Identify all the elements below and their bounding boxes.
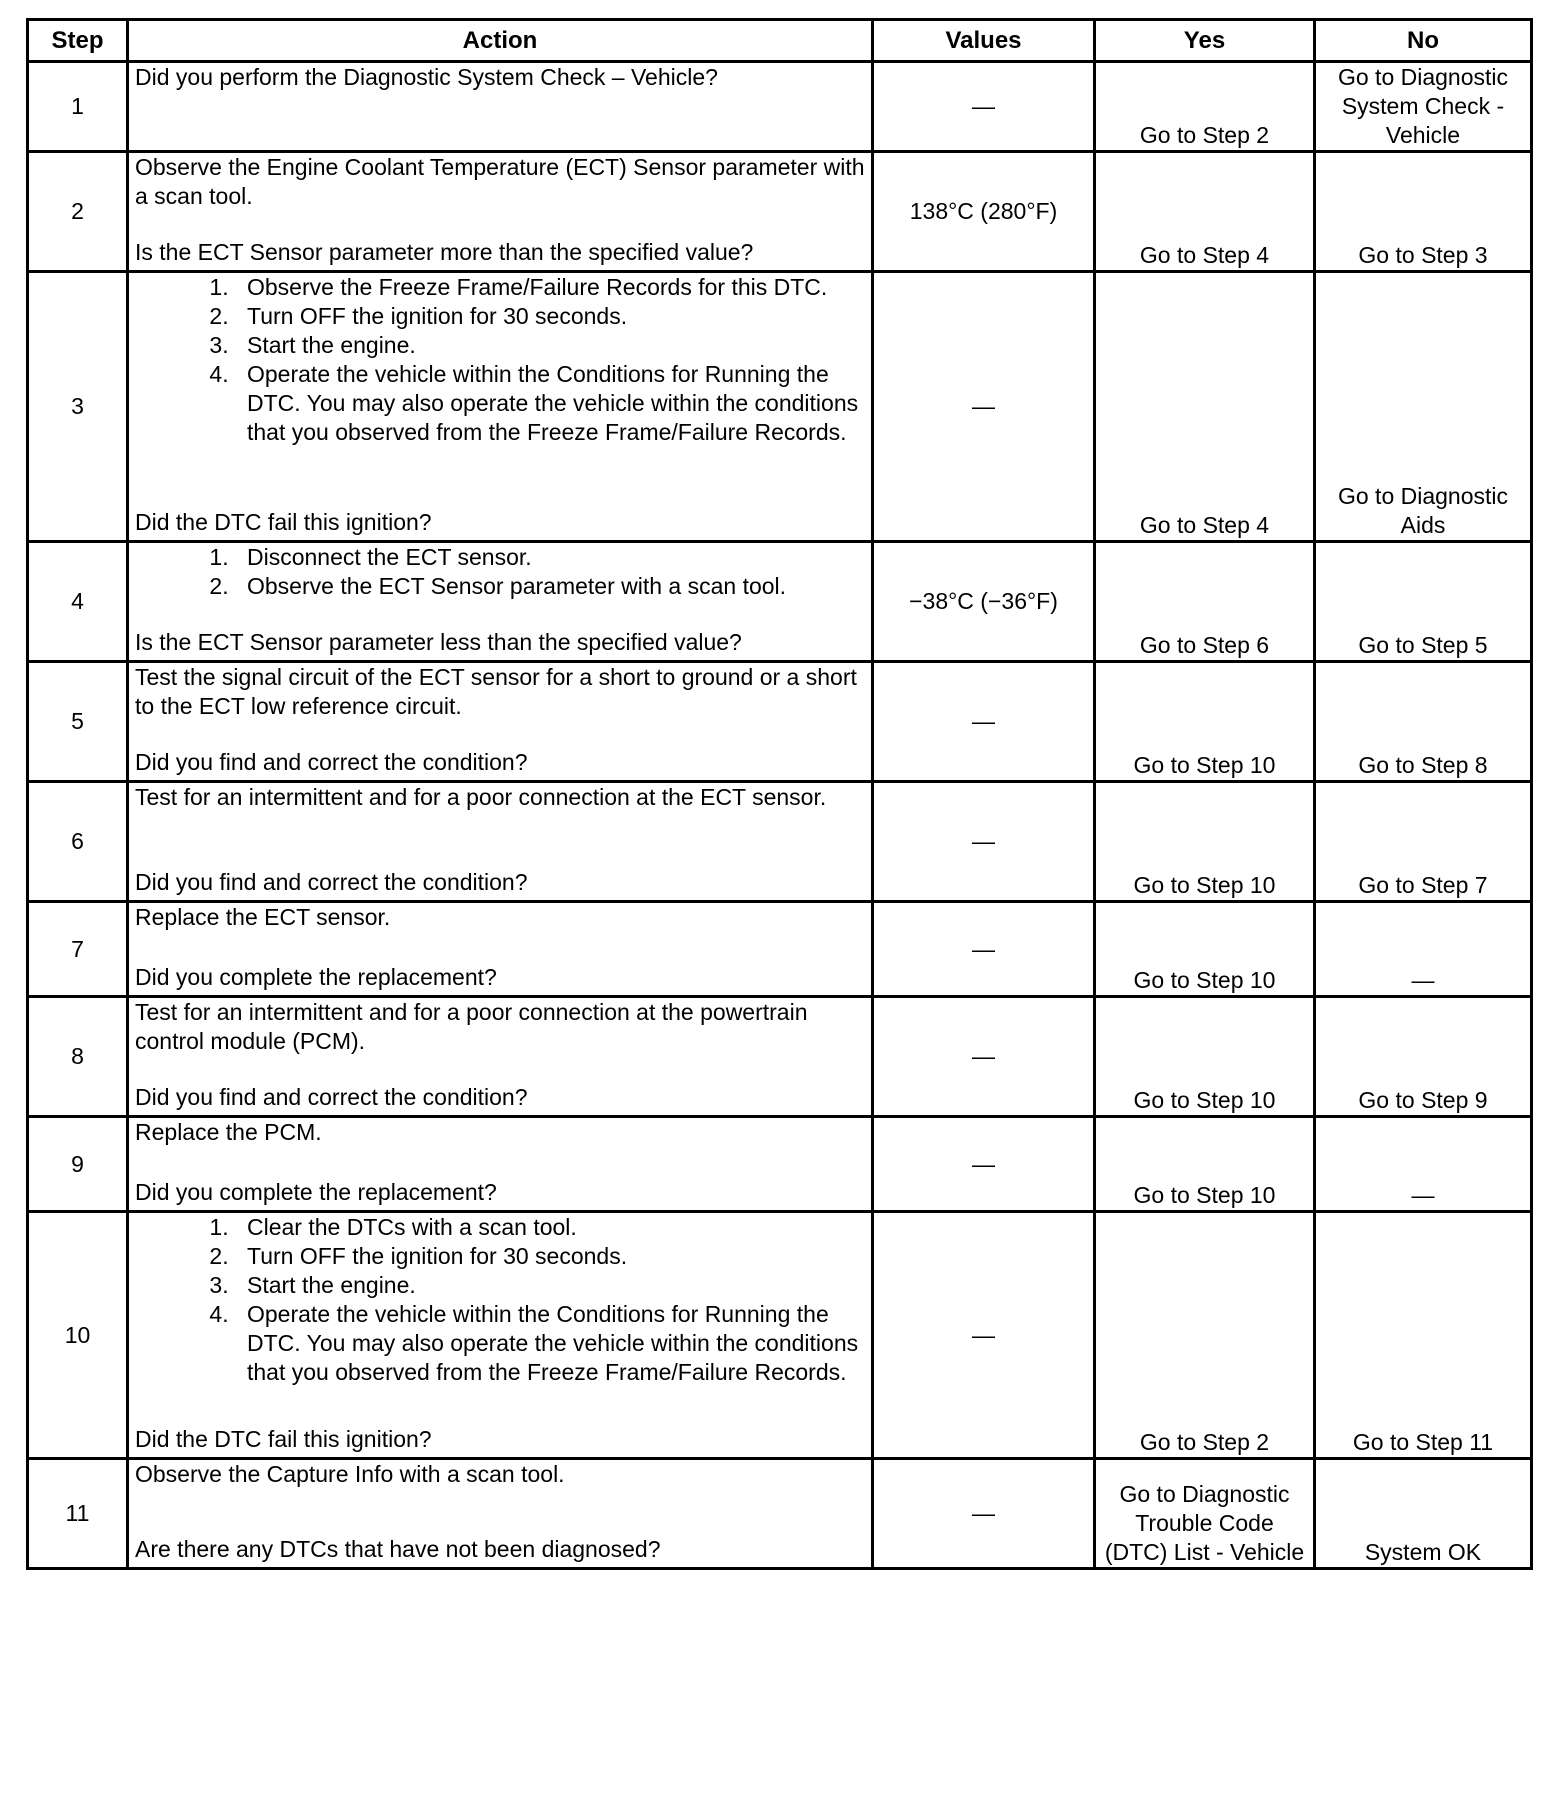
values-cell: −38°C (−36°F) <box>873 542 1095 662</box>
header-yes: Yes <box>1095 20 1315 62</box>
table-row <box>28 272 1532 542</box>
action-body <box>135 1118 865 1178</box>
action-list-item: 3. Start the engine. <box>235 1271 865 1300</box>
table-row <box>28 782 1532 902</box>
action-content <box>135 998 865 1112</box>
action-text: Test for an intermittent and for a poor connection at the ECT sensor. <box>135 784 827 810</box>
yes-cell: Go to Step 4 <box>1095 272 1315 542</box>
no-cell: Go to Step 3 <box>1315 152 1532 272</box>
step-number: 10 <box>28 1212 128 1459</box>
action-question: Did you find and correct the condition? <box>135 869 528 895</box>
step-number: 9 <box>28 1117 128 1212</box>
action-cell <box>128 1459 873 1569</box>
no-cell: Go to Diagnostic Aids <box>1315 272 1532 542</box>
action-cell <box>128 152 873 272</box>
yes-cell: Go to Diagnostic Trouble Code (DTC) List - Vehicle <box>1095 1459 1315 1569</box>
yes-cell: Go to Step 10 <box>1095 997 1315 1117</box>
no-cell: Go to Step 11 <box>1315 1212 1532 1459</box>
diagnostic-table <box>26 18 1533 1570</box>
action-cell <box>128 782 873 902</box>
table-row <box>28 1212 1532 1459</box>
action-body <box>135 1213 865 1425</box>
step-number: 2 <box>28 152 128 272</box>
no-cell: System OK <box>1315 1459 1532 1569</box>
action-text: Replace the PCM. <box>135 1119 322 1145</box>
action-content <box>135 783 865 897</box>
action-cell <box>128 542 873 662</box>
no-cell: — <box>1315 1117 1532 1212</box>
action-cell <box>128 62 873 152</box>
yes-cell: Go to Step 10 <box>1095 902 1315 997</box>
action-text: Observe the Capture Info with a scan tool. <box>135 1461 565 1487</box>
values-cell: 138°C (280°F) <box>873 152 1095 272</box>
values-cell: — <box>873 782 1095 902</box>
table-body <box>28 62 1532 1569</box>
action-content <box>135 1118 865 1207</box>
action-body <box>135 63 865 142</box>
action-body <box>135 153 865 238</box>
step-number: 3 <box>28 272 128 542</box>
action-body <box>135 903 865 963</box>
action-question: Is the ECT Sensor parameter more than the specified value? <box>135 239 754 265</box>
yes-cell: Go to Step 2 <box>1095 62 1315 152</box>
action-body <box>135 783 865 868</box>
yes-cell: Go to Step 6 <box>1095 542 1315 662</box>
step-number: 8 <box>28 997 128 1117</box>
action-question: Did you complete the replacement? <box>135 964 497 990</box>
action-cell <box>128 902 873 997</box>
step-number: 5 <box>28 662 128 782</box>
action-question: Are there any DTCs that have not been diagnosed? <box>135 1536 661 1562</box>
yes-cell: Go to Step 10 <box>1095 1117 1315 1212</box>
values-cell: — <box>873 902 1095 997</box>
no-cell: Go to Step 9 <box>1315 997 1532 1117</box>
action-question: Did the DTC fail this ignition? <box>135 509 432 535</box>
action-list-item: 2. Turn OFF the ignition for 30 seconds. <box>235 1242 865 1271</box>
action-question: Did you find and correct the condition? <box>135 1084 528 1110</box>
header-action: Action <box>128 20 873 62</box>
step-number: 7 <box>28 902 128 997</box>
header-no: No <box>1315 20 1532 62</box>
action-content <box>135 903 865 992</box>
action-text: Did you perform the Diagnostic System Check – Vehicle? <box>135 64 718 90</box>
action-content <box>135 273 865 537</box>
action-list-item: 4. Operate the vehicle within the Conditions for Running the DTC. You may also operate the vehicle within the conditions that you observed from the Freeze Frame/Failure Records. <box>235 1300 865 1387</box>
table-row <box>28 152 1532 272</box>
values-cell: — <box>873 1459 1095 1569</box>
action-question: Did you find and correct the condition? <box>135 749 528 775</box>
action-question: Did the DTC fail this ignition? <box>135 1426 432 1452</box>
action-body <box>135 998 865 1083</box>
header-row <box>28 20 1532 62</box>
table-row <box>28 902 1532 997</box>
step-number: 1 <box>28 62 128 152</box>
action-text: Observe the Engine Coolant Temperature (ECT) Sensor parameter with a scan tool. <box>135 154 865 209</box>
header-values: Values <box>873 20 1095 62</box>
no-cell: Go to Step 7 <box>1315 782 1532 902</box>
action-list-item: 1. Disconnect the ECT sensor. <box>235 543 865 572</box>
action-content <box>135 153 865 267</box>
action-cell <box>128 272 873 542</box>
action-question: Did you complete the replacement? <box>135 1179 497 1205</box>
action-content <box>135 1460 865 1564</box>
action-list <box>135 273 865 447</box>
action-list <box>135 1213 865 1387</box>
action-content <box>135 1213 865 1454</box>
no-cell: Go to Step 5 <box>1315 542 1532 662</box>
header-step: Step <box>28 20 128 62</box>
action-content <box>135 543 865 657</box>
values-cell: — <box>873 62 1095 152</box>
values-cell: — <box>873 1117 1095 1212</box>
action-body <box>135 663 865 748</box>
action-cell <box>128 997 873 1117</box>
table-row <box>28 662 1532 782</box>
step-number: 6 <box>28 782 128 902</box>
action-list-item: 3. Start the engine. <box>235 331 865 360</box>
action-list-item: 2. Turn OFF the ignition for 30 seconds. <box>235 302 865 331</box>
action-list-item: 4. Operate the vehicle within the Conditions for Running the DTC. You may also operate the vehicle within the conditions that you observed from the Freeze Frame/Failure Records. <box>235 360 865 447</box>
action-body <box>135 543 865 628</box>
table-row <box>28 542 1532 662</box>
yes-cell: Go to Step 2 <box>1095 1212 1315 1459</box>
table-row <box>28 997 1532 1117</box>
values-cell: — <box>873 272 1095 542</box>
action-content <box>135 663 865 777</box>
action-content <box>135 63 865 142</box>
table-row <box>28 1117 1532 1212</box>
action-text: Replace the ECT sensor. <box>135 904 391 930</box>
action-cell <box>128 1117 873 1212</box>
action-list <box>135 543 865 601</box>
table-row <box>28 62 1532 152</box>
values-cell: — <box>873 997 1095 1117</box>
action-text: Test the signal circuit of the ECT sensor for a short to ground or a short to the ECT low reference circuit. <box>135 664 857 719</box>
step-number: 4 <box>28 542 128 662</box>
action-cell <box>128 662 873 782</box>
step-number: 11 <box>28 1459 128 1569</box>
no-cell: — <box>1315 902 1532 997</box>
values-cell: — <box>873 662 1095 782</box>
action-list-item: 2. Observe the ECT Sensor parameter with a scan tool. <box>235 572 865 601</box>
action-text: Test for an intermittent and for a poor connection at the powertrain control module (PCM). <box>135 999 808 1054</box>
no-cell: Go to Diagnostic System Check - Vehicle <box>1315 62 1532 152</box>
action-body <box>135 273 865 508</box>
action-cell <box>128 1212 873 1459</box>
action-list-item: 1. Observe the Freeze Frame/Failure Records for this DTC. <box>235 273 865 302</box>
yes-cell: Go to Step 10 <box>1095 662 1315 782</box>
no-cell: Go to Step 8 <box>1315 662 1532 782</box>
values-cell: — <box>873 1212 1095 1459</box>
action-question: Is the ECT Sensor parameter less than the specified value? <box>135 629 742 655</box>
yes-cell: Go to Step 10 <box>1095 782 1315 902</box>
action-body <box>135 1460 865 1535</box>
action-list-item: 1. Clear the DTCs with a scan tool. <box>235 1213 865 1242</box>
yes-cell: Go to Step 4 <box>1095 152 1315 272</box>
table-row <box>28 1459 1532 1569</box>
